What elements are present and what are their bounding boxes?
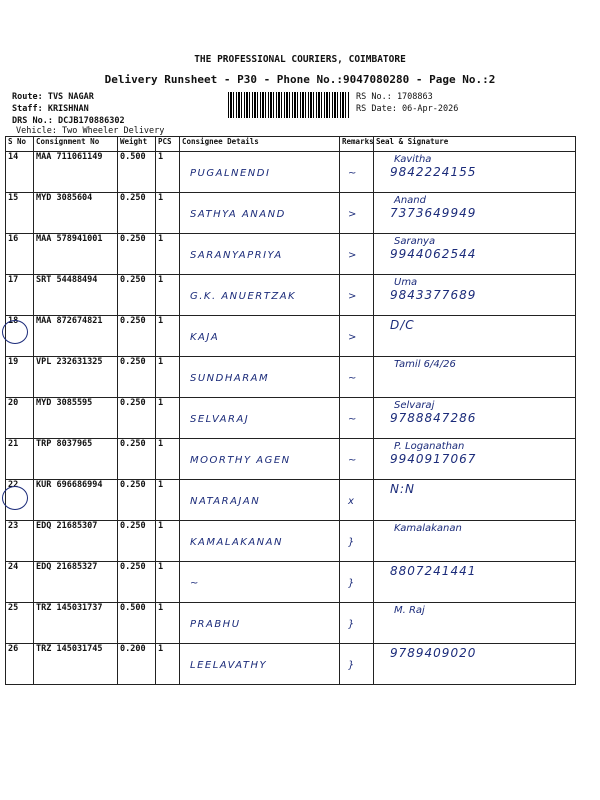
row-weight: 0.500 <box>118 603 156 644</box>
row-weight: 0.500 <box>118 152 156 193</box>
row-pcs: 1 <box>156 398 180 439</box>
row-signature <box>374 439 576 480</box>
row-consignment-no: EDQ 21685307 <box>34 521 118 562</box>
row-consignment-no: TRZ 145031745 <box>34 644 118 685</box>
col-signature: Seal & Signature <box>374 137 576 152</box>
row-sig1: Uma <box>394 277 418 288</box>
row-sig2: 9843377689 <box>390 288 477 302</box>
row-consignment-no: TRP 8037965 <box>34 439 118 480</box>
row-sno: 19 <box>6 357 34 398</box>
row-signature <box>374 398 576 439</box>
row-weight: 0.250 <box>118 193 156 234</box>
row-consignment-no: VPL 232631325 <box>34 357 118 398</box>
row-pcs: 1 <box>156 521 180 562</box>
row-remark: ~ <box>348 168 357 179</box>
row-pcs: 1 <box>156 152 180 193</box>
row-sig2: 9842224155 <box>390 165 477 179</box>
row-consignee: SELVARAJ <box>190 414 250 425</box>
company-title: THE PROFESSIONAL COURIERS, COIMBATORE <box>194 54 406 65</box>
table-row <box>6 316 576 357</box>
row-sno: 22 <box>6 480 34 521</box>
row-weight: 0.250 <box>118 480 156 521</box>
row-signature <box>374 644 576 685</box>
row-weight: 0.250 <box>118 521 156 562</box>
col-pcs: PCS <box>156 137 180 152</box>
row-consignment-no: MYD 3085604 <box>34 193 118 234</box>
row-pcs: 1 <box>156 480 180 521</box>
ink-circle-18 <box>2 320 28 344</box>
row-pcs: 1 <box>156 275 180 316</box>
row-sno: 15 <box>6 193 34 234</box>
row-sig2: 7373649949 <box>390 206 477 220</box>
table-row <box>6 439 576 480</box>
row-pcs: 1 <box>156 644 180 685</box>
row-signature <box>374 357 576 398</box>
table-row <box>6 193 576 234</box>
row-signature <box>374 275 576 316</box>
row-sno: 21 <box>6 439 34 480</box>
staff-label: Staff: KRISHNAN <box>12 104 89 114</box>
row-pcs: 1 <box>156 193 180 234</box>
row-consignee: NATARAJAN <box>190 496 261 507</box>
row-consignment-no: MAA 872674821 <box>34 316 118 357</box>
col-weight: Weight <box>118 137 156 152</box>
barcode <box>228 92 350 118</box>
row-remark: } <box>348 537 355 548</box>
table-row <box>6 603 576 644</box>
row-consignee: G.K. ANUERTZAK <box>190 291 297 302</box>
row-sig1: Selvaraj <box>394 400 435 411</box>
row-consignment-no: KUR 696686994 <box>34 480 118 521</box>
row-sig1: M. Raj <box>394 605 425 616</box>
row-consignee: LEELAVATHY <box>190 660 268 671</box>
row-sig2: 9788847286 <box>390 411 477 425</box>
table-row <box>6 357 576 398</box>
table-row <box>6 480 576 521</box>
row-pcs: 1 <box>156 439 180 480</box>
row-remark: ~ <box>348 455 357 466</box>
row-weight: 0.250 <box>118 316 156 357</box>
route-label: Route: TVS NAGAR <box>12 92 94 102</box>
row-consignment-no: MYD 3085595 <box>34 398 118 439</box>
row-consignment-no: MAA 711061149 <box>34 152 118 193</box>
col-consignment: Consignment No <box>34 137 118 152</box>
row-remark: } <box>348 619 355 630</box>
row-consignment-no: TRZ 145031737 <box>34 603 118 644</box>
row-sno: 26 <box>6 644 34 685</box>
ink-circle-22 <box>2 486 28 510</box>
col-sno: S No <box>6 137 34 152</box>
row-weight: 0.250 <box>118 275 156 316</box>
row-weight: 0.250 <box>118 234 156 275</box>
row-sno: 20 <box>6 398 34 439</box>
col-consignee: Consignee Details <box>180 137 340 152</box>
row-remark: > <box>348 291 357 302</box>
row-consignee: PRABHU <box>190 619 241 630</box>
row-weight: 0.200 <box>118 644 156 685</box>
row-remark: > <box>348 250 357 261</box>
row-signature <box>374 521 576 562</box>
row-sno: 25 <box>6 603 34 644</box>
row-sig2: 9789409020 <box>390 646 477 660</box>
table-row <box>6 152 576 193</box>
row-weight: 0.250 <box>118 439 156 480</box>
row-consignee: KAJA <box>190 332 220 343</box>
row-remark: x <box>348 496 354 507</box>
row-weight: 0.250 <box>118 562 156 603</box>
row-sig2: N:N <box>390 482 415 496</box>
table-row <box>6 521 576 562</box>
row-pcs: 1 <box>156 316 180 357</box>
row-signature <box>374 152 576 193</box>
row-signature <box>374 193 576 234</box>
row-sno: 14 <box>6 152 34 193</box>
row-remark: ~ <box>348 414 357 425</box>
row-sig1: Anand <box>394 195 426 206</box>
row-sig2: 8807241441 <box>390 564 477 578</box>
row-signature <box>374 234 576 275</box>
row-weight: 0.250 <box>118 398 156 439</box>
row-consignee: MOORTHY AGEN <box>190 455 291 466</box>
row-sig2: 9940917067 <box>390 452 477 466</box>
table-row <box>6 644 576 685</box>
row-signature <box>374 480 576 521</box>
row-consignee: SARANYAPRIYA <box>190 250 283 261</box>
table-row <box>6 398 576 439</box>
row-sig2: D/C <box>390 318 415 332</box>
row-pcs: 1 <box>156 234 180 275</box>
table-row <box>6 275 576 316</box>
row-remark: > <box>348 209 357 220</box>
row-weight: 0.250 <box>118 357 156 398</box>
table-header-row <box>6 137 576 152</box>
row-consignee: PUGALNENDI <box>190 168 271 179</box>
row-sig1: Kavitha <box>394 154 432 165</box>
drs-label: DRS No.: DCJB170886302 <box>12 116 125 126</box>
rs-date: RS Date: 06-Apr-2026 <box>356 104 459 114</box>
row-sno: 24 <box>6 562 34 603</box>
row-consignee: ~ <box>190 578 200 589</box>
table-row <box>6 234 576 275</box>
row-consignment-no: EDQ 21685327 <box>34 562 118 603</box>
row-consignment-no: MAA 578941001 <box>34 234 118 275</box>
row-sno: 18 <box>6 316 34 357</box>
row-signature <box>374 562 576 603</box>
vehicle-label: Vehicle: Two Wheeler Delivery <box>16 126 165 136</box>
row-consignee: SATHYA ANAND <box>190 209 286 220</box>
runsheet-table <box>5 136 576 685</box>
table-row <box>6 562 576 603</box>
row-pcs: 1 <box>156 357 180 398</box>
row-sno: 16 <box>6 234 34 275</box>
row-remark: } <box>348 660 355 671</box>
row-signature <box>374 316 576 357</box>
row-consignee: SUNDHARAM <box>190 373 270 384</box>
row-pcs: 1 <box>156 562 180 603</box>
col-remarks: Remarks <box>340 137 374 152</box>
row-remark: } <box>348 578 355 589</box>
runsheet-subtitle: Delivery Runsheet - P30 - Phone No.:9047080280 - Page No.:2 <box>104 73 496 86</box>
row-consignee: KAMALAKANAN <box>190 537 283 548</box>
row-sig1: P. Loganathan <box>394 441 465 452</box>
row-sig2: 9944062544 <box>390 247 477 261</box>
row-sno: 23 <box>6 521 34 562</box>
row-signature <box>374 603 576 644</box>
row-remark: > <box>348 332 357 343</box>
row-consignment-no: SRT 54488494 <box>34 275 118 316</box>
row-sig1: Tamil 6/4/26 <box>394 359 456 370</box>
row-sig1: Kamalakanan <box>394 523 462 534</box>
row-remark: ~ <box>348 373 357 384</box>
rs-number: RS No.: 1708863 <box>356 92 433 102</box>
row-pcs: 1 <box>156 603 180 644</box>
row-sno: 17 <box>6 275 34 316</box>
row-sig1: Saranya <box>394 236 436 247</box>
